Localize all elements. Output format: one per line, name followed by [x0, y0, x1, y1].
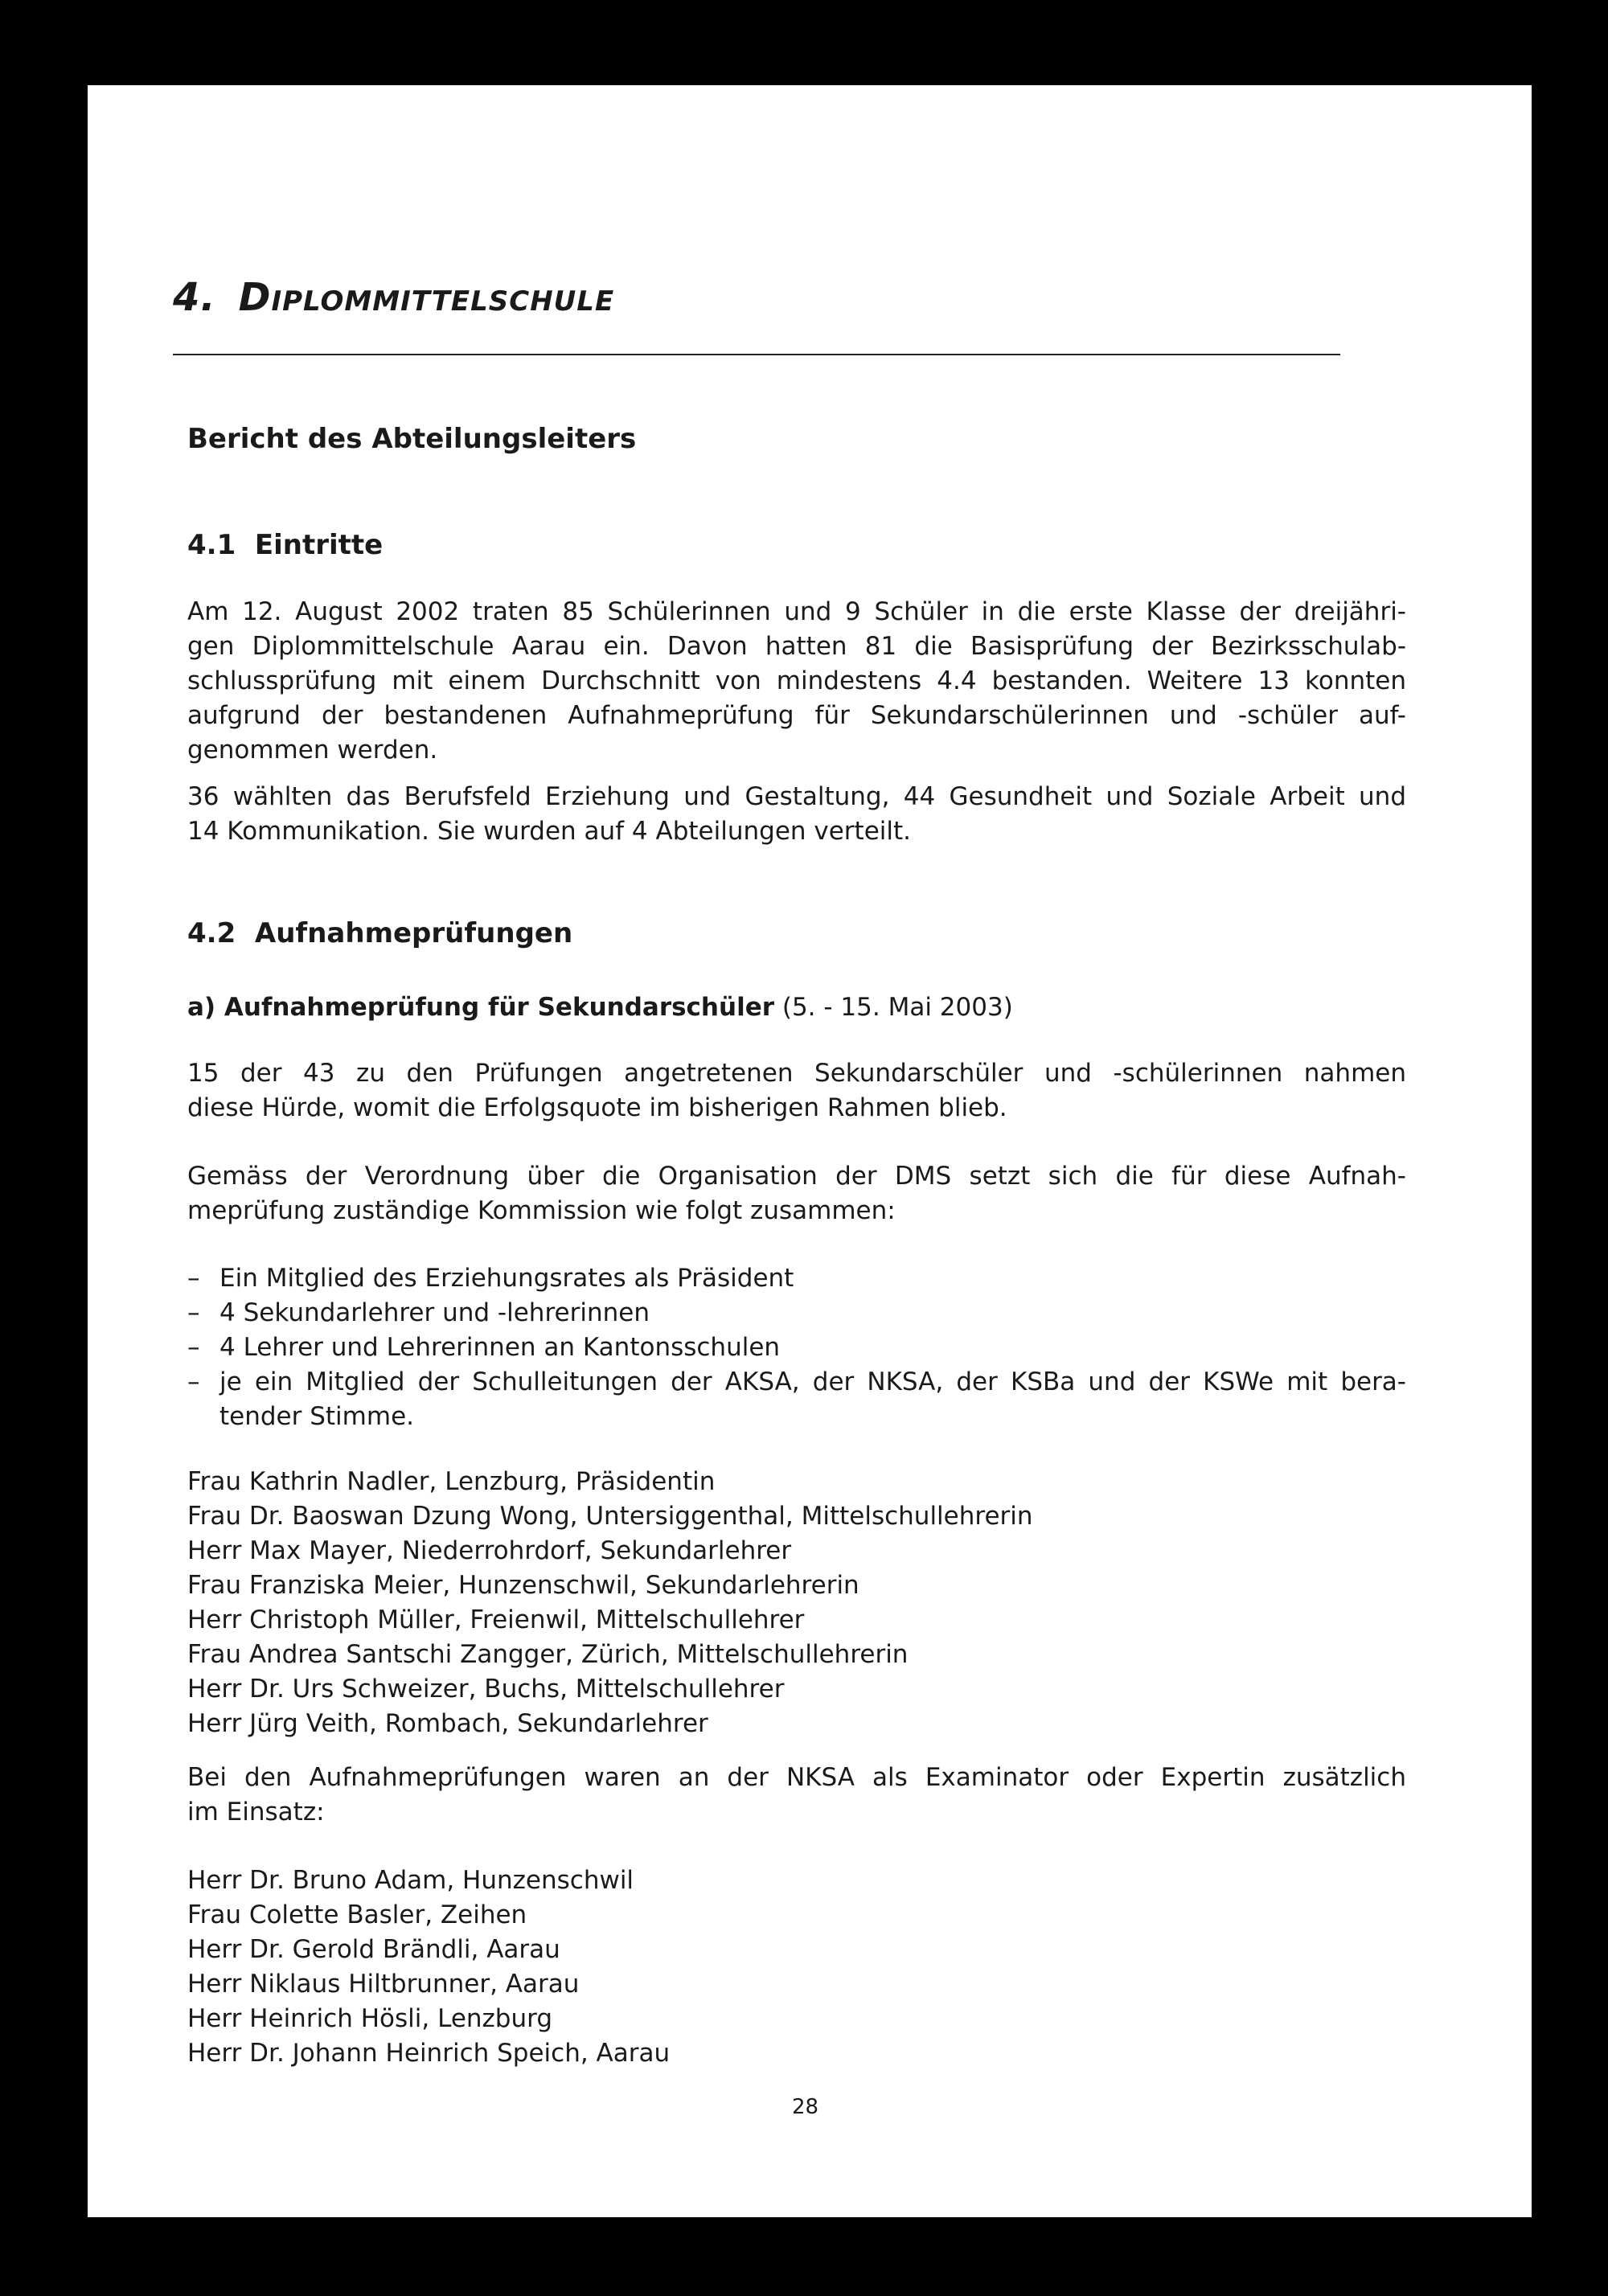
- page-number: 28: [792, 2095, 819, 2119]
- text-line: Herr Dr. Johann Heinrich Speich, Aarau: [187, 2039, 671, 2068]
- subsection-a-dates: (5. - 15. Mai 2003): [774, 993, 1013, 1022]
- text-line: Herr Dr. Bruno Adam, Hunzenschwil: [187, 1866, 634, 1895]
- list-item: [187, 1365, 1406, 1434]
- text-line: Am 12. August 2002 traten 85 Schülerinnen und 9 Schüler in die erste Klasse der dreijähri-: [187, 597, 1406, 626]
- list-item: [187, 1296, 1406, 1330]
- commission-members-list: [187, 1465, 1406, 1741]
- text-line: Herr Heinrich Hösli, Lenzburg: [187, 2004, 553, 2033]
- commission-composition-list: [187, 1261, 1406, 1434]
- text-line: Herr Dr. Urs Schweizer, Buchs, Mittelschullehrer: [187, 1675, 785, 1704]
- dash-bullet: –: [187, 1367, 200, 1396]
- text-line: Herr Max Mayer, Niederrohrdorf, Sekundarlehrer: [187, 1536, 792, 1565]
- list-item-text: 4 Lehrer und Lehrerinnen an Kantonsschulen: [219, 1333, 781, 1362]
- section-4-1-paragraph-1: [187, 595, 1406, 768]
- section-4-2-paragraph-2: [187, 1159, 1406, 1228]
- text-line: im Einsatz:: [187, 1798, 325, 1827]
- list-item-text: je ein Mitglied der Schulleitungen der AKSA, der NKSA, der KSBa und der KSWe mit bera-: [219, 1367, 1406, 1396]
- section-4-2-heading: 4.2 Aufnahmeprüfungen: [187, 917, 573, 949]
- text-line: gen Diplommittelschule Aarau ein. Davon hatten 81 die Basisprüfung der Bezirksschulab-: [187, 632, 1406, 661]
- list-item-text: tender Stimme.: [219, 1402, 414, 1431]
- list-item-text: Ein Mitglied des Erziehungsrates als Präsident: [219, 1264, 794, 1293]
- text-line: Frau Franziska Meier, Hunzenschwil, Sekundarlehrerin: [187, 1571, 859, 1600]
- text-line: Herr Niklaus Hiltbrunner, Aarau: [187, 1970, 580, 1999]
- section-4-2-paragraph-1: [187, 1056, 1406, 1125]
- document-page: [88, 85, 1532, 2217]
- title-divider: [173, 354, 1340, 355]
- dash-bullet: –: [187, 1298, 200, 1327]
- text-line: Herr Dr. Gerold Brändli, Aarau: [187, 1935, 560, 1964]
- text-line: 14 Kommunikation. Sie wurden auf 4 Abteilungen verteilt.: [187, 817, 912, 846]
- text-line: Herr Christoph Müller, Freienwil, Mittelschullehrer: [187, 1605, 805, 1634]
- subsection-a-title: a) Aufnahmeprüfung für Sekundarschüler: [187, 993, 775, 1022]
- subsection-a-heading: [187, 990, 1013, 1025]
- report-heading: Bericht des Abteilungsleiters: [187, 423, 637, 455]
- text-line: Bei den Aufnahmeprüfungen waren an der NKSA als Examinator oder Expertin zusätzlich: [187, 1763, 1406, 1792]
- text-line: schlussprüfung mit einem Durchschnitt von mindestens 4.4 bestanden. Weitere 13 konnten: [187, 666, 1406, 695]
- dash-bullet: –: [187, 1333, 200, 1362]
- text-line: Gemäss der Verordnung über die Organisation der DMS setzt sich die für diese Aufnah-: [187, 1162, 1406, 1191]
- text-line: Herr Jürg Veith, Rombach, Sekundarlehrer: [187, 1709, 708, 1738]
- text-line: Frau Colette Basler, Zeihen: [187, 1900, 527, 1929]
- list-item: [187, 1330, 1406, 1365]
- chapter-title-text: Diplommittelschule: [238, 275, 615, 320]
- chapter-title: [173, 275, 614, 320]
- text-line: genommen werden.: [187, 736, 438, 765]
- text-line: 15 der 43 zu den Prüfungen angetretenen Sekundarschüler und -schülerinnen nahmen: [187, 1059, 1406, 1088]
- section-4-1-heading: 4.1 Eintritte: [187, 529, 384, 561]
- dash-bullet: –: [187, 1264, 200, 1293]
- text-line: diese Hürde, womit die Erfolgsquote im bisherigen Rahmen blieb.: [187, 1093, 1007, 1122]
- list-item: [187, 1261, 1406, 1296]
- text-line: Frau Andrea Santschi Zangger, Zürich, Mittelschullehrerin: [187, 1640, 909, 1669]
- section-4-1-paragraph-2: [187, 780, 1406, 849]
- chapter-number: 4.: [173, 275, 216, 320]
- text-line: 36 wählten das Berufsfeld Erziehung und Gestaltung, 44 Gesundheit und Soziale Arbeit und: [187, 782, 1406, 811]
- text-line: meprüfung zuständige Kommission wie folgt zusammen:: [187, 1196, 896, 1225]
- examiners-list: [187, 1863, 1406, 2071]
- list-item-text: 4 Sekundarlehrer und -lehrerinnen: [219, 1298, 650, 1327]
- text-line: Frau Kathrin Nadler, Lenzburg, Präsidentin: [187, 1467, 716, 1496]
- section-4-2-paragraph-3: [187, 1761, 1406, 1830]
- text-line: aufgrund der bestandenen Aufnahmeprüfung für Sekundarschülerinnen und -schüler auf-: [187, 701, 1406, 730]
- text-line: Frau Dr. Baoswan Dzung Wong, Untersiggenthal, Mittelschullehrerin: [187, 1502, 1033, 1531]
